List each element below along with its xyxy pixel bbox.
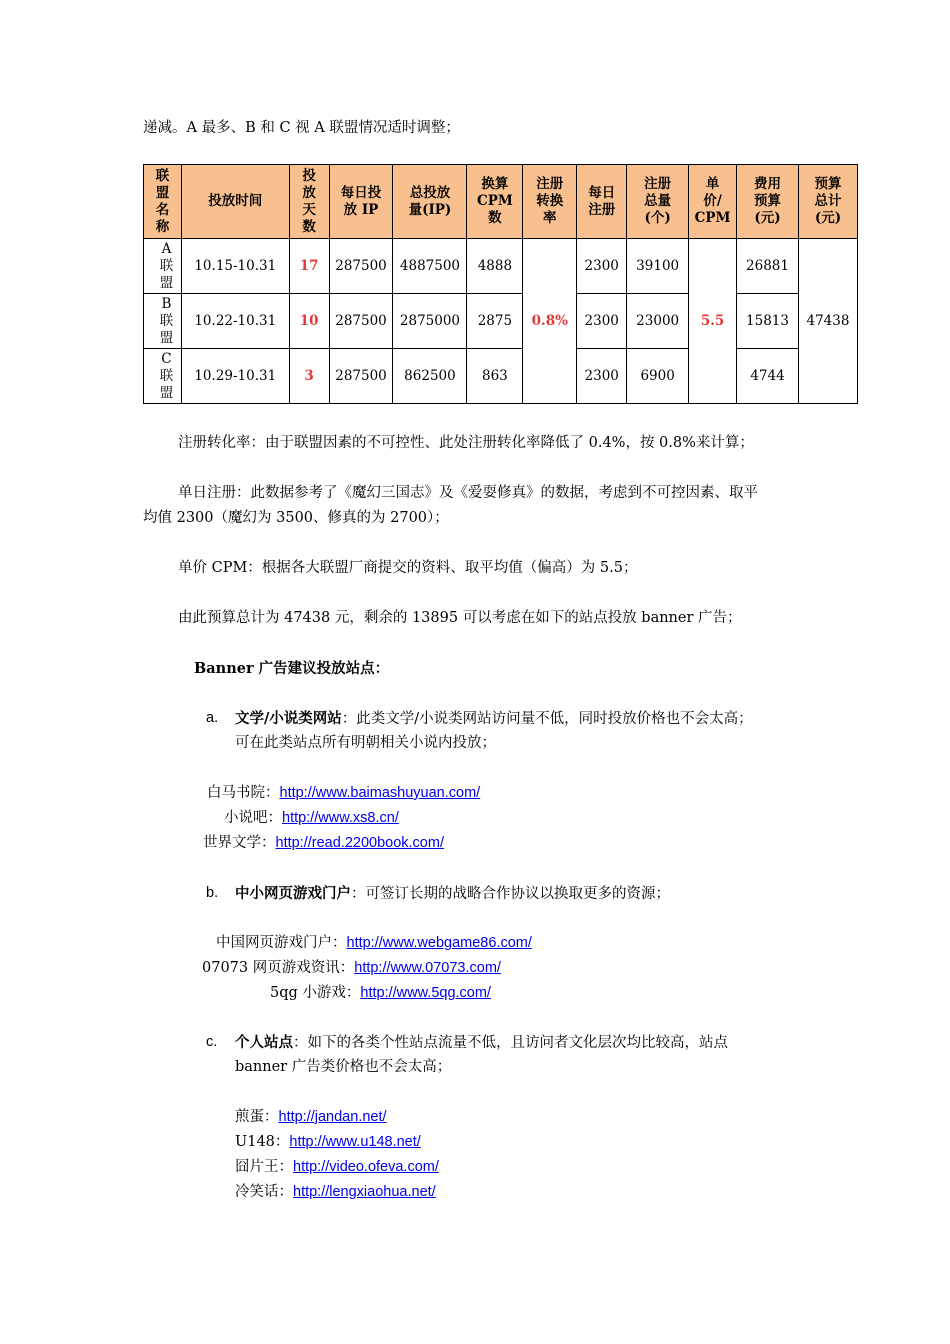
site-item bbox=[203, 831, 444, 856]
table-row bbox=[144, 349, 858, 404]
table-row bbox=[144, 239, 858, 294]
cell-cpm: 4888 bbox=[467, 239, 523, 294]
alliance-name-b: B 联 盟 bbox=[144, 294, 182, 349]
cell-total-ip: 862500 bbox=[393, 349, 467, 404]
table-row bbox=[144, 294, 858, 349]
header-days: 投 放 天 数 bbox=[289, 165, 329, 239]
intro-line: 递减。A 最多、B 和 C 视 A 联盟情况适时调整； bbox=[143, 120, 460, 136]
note-budget-total: 由此预算总计为 47438 元，剩余的 13895 可以考虑在如下的站点投放 banner 广告； bbox=[178, 610, 742, 626]
cell-days: 3 bbox=[289, 349, 329, 404]
site-link-2200book[interactable]: http://read.2200book.com/ bbox=[275, 835, 444, 851]
site-link-lengxiaohua[interactable]: http://lengxiaohua.net/ bbox=[293, 1184, 436, 1200]
cell-daily-reg: 2300 bbox=[577, 239, 627, 294]
cell-time: 10.15-10.31 bbox=[181, 239, 289, 294]
site-link-jandan[interactable]: http://jandan.net/ bbox=[278, 1109, 387, 1125]
cell-cpm: 2875 bbox=[467, 294, 523, 349]
section-b-title: 中小网页游戏门户 bbox=[235, 885, 351, 902]
header-total-ip: 总投放 量(IP) bbox=[393, 165, 467, 239]
section-a-desc-line2: 可在此类站点所有明朝相关小说内投放； bbox=[235, 735, 496, 751]
cell-budget-total: 47438 bbox=[798, 239, 857, 404]
site-label: 煎蛋： bbox=[235, 1109, 279, 1125]
header-conversion-rate: 注册 转换 率 bbox=[523, 165, 577, 239]
site-item bbox=[202, 956, 501, 981]
cell-total-reg: 23000 bbox=[627, 294, 689, 349]
section-b-desc-text: ：可签订长期的战略合作协议以换取更多的资源； bbox=[351, 886, 670, 902]
alliance-name-a: A 联 盟 bbox=[144, 239, 182, 294]
section-c-desc-line2: banner 广告类价格也不会太高； bbox=[235, 1059, 452, 1075]
cell-time: 10.29-10.31 bbox=[181, 349, 289, 404]
site-label: 白马书院： bbox=[207, 785, 280, 801]
cell-cost: 15813 bbox=[737, 294, 799, 349]
site-label: 小说吧： bbox=[224, 810, 282, 826]
header-unit-price: 单 价/ CPM bbox=[689, 165, 737, 239]
cell-time: 10.22-10.31 bbox=[181, 294, 289, 349]
site-link-ofeva[interactable]: http://video.ofeva.com/ bbox=[293, 1159, 439, 1175]
cell-total-reg: 6900 bbox=[627, 349, 689, 404]
site-link-xs8[interactable]: http://www.xs8.cn/ bbox=[282, 810, 399, 826]
section-b-marker: b. bbox=[206, 885, 219, 901]
header-daily-ip: 每日投 放 IP bbox=[329, 165, 393, 239]
cell-daily-reg: 2300 bbox=[577, 349, 627, 404]
cell-conversion-rate: 0.8% bbox=[523, 239, 577, 404]
cell-days: 10 bbox=[289, 294, 329, 349]
site-item bbox=[235, 1155, 439, 1180]
header-total-reg: 注册 总量 (个) bbox=[627, 165, 689, 239]
cell-daily-ip: 287500 bbox=[329, 294, 393, 349]
cell-daily-reg: 2300 bbox=[577, 294, 627, 349]
header-cpm: 换算 CPM 数 bbox=[467, 165, 523, 239]
cell-cost: 4744 bbox=[737, 349, 799, 404]
cell-cost: 26881 bbox=[737, 239, 799, 294]
note-daily-reg: 单日注册：此数据参考了《魔幻三国志》及《爱耍修真》的数据，考虑到不可控因素、取平 bbox=[178, 485, 758, 501]
cell-daily-ip: 287500 bbox=[329, 349, 393, 404]
section-a-desc bbox=[235, 706, 753, 732]
site-link-5qg[interactable]: http://www.5qg.com/ bbox=[360, 985, 491, 1001]
note-conversion-rate: 注册转化率：由于联盟因素的不可控性、此处注册转化率降低了 0.4%，按 0.8%来计算； bbox=[178, 435, 754, 451]
section-c-desc bbox=[235, 1030, 728, 1056]
site-item bbox=[235, 1180, 436, 1205]
site-link-webgame86[interactable]: http://www.webgame86.com/ bbox=[346, 935, 532, 951]
cell-cpm: 863 bbox=[467, 349, 523, 404]
site-label: 5qg 小游戏： bbox=[270, 985, 361, 1001]
table-header-row bbox=[144, 165, 858, 239]
site-link-u148[interactable]: http://www.u148.net/ bbox=[289, 1134, 421, 1150]
site-item bbox=[235, 1105, 387, 1130]
header-cost: 费用 预算 (元) bbox=[737, 165, 799, 239]
site-item bbox=[216, 931, 532, 956]
cell-total-ip: 4887500 bbox=[393, 239, 467, 294]
header-time: 投放时间 bbox=[181, 165, 289, 239]
section-c-marker: c. bbox=[206, 1034, 218, 1050]
site-label: 世界文学： bbox=[203, 835, 276, 851]
site-link-07073[interactable]: http://www.07073.com/ bbox=[354, 960, 501, 976]
cell-total-ip: 2875000 bbox=[393, 294, 467, 349]
alliance-name-c: C 联 盟 bbox=[144, 349, 182, 404]
section-c-title: 个人站点 bbox=[235, 1034, 293, 1051]
cell-days: 17 bbox=[289, 239, 329, 294]
site-label: U148： bbox=[235, 1134, 290, 1150]
site-label: 冷笑话： bbox=[235, 1184, 293, 1200]
section-b-desc bbox=[235, 881, 670, 907]
header-daily-reg: 每日 注册 bbox=[577, 165, 627, 239]
section-a-marker: a. bbox=[206, 710, 219, 726]
section-a-title: 文学/小说类网站 bbox=[235, 710, 342, 727]
site-label: 中国网页游戏门户： bbox=[216, 935, 347, 951]
site-link-baimashuyuan[interactable]: http://www.baimashuyuan.com/ bbox=[279, 785, 481, 801]
site-item bbox=[207, 781, 480, 806]
site-item bbox=[224, 806, 399, 831]
site-label: 囧片王： bbox=[235, 1159, 293, 1175]
banner-heading: Banner 广告建议投放站点： bbox=[194, 660, 390, 677]
cell-daily-ip: 287500 bbox=[329, 239, 393, 294]
site-item bbox=[235, 1130, 421, 1155]
cell-unit-price: 5.5 bbox=[689, 239, 737, 404]
cell-total-reg: 39100 bbox=[627, 239, 689, 294]
note-daily-reg-cont: 均值 2300（魔幻为 3500、修真的为 2700）； bbox=[143, 510, 449, 526]
header-budget-total: 预算 总计 (元) bbox=[798, 165, 857, 239]
section-c-desc-text: ：如下的各类个性站点流量不低，且访问者文化层次均比较高，站点 bbox=[293, 1035, 728, 1051]
site-label: 07073 网页游戏资讯： bbox=[202, 960, 355, 976]
site-item bbox=[270, 981, 491, 1006]
note-unit-price: 单价 CPM：根据各大联盟厂商提交的资料、取平均值（偏高）为 5.5； bbox=[178, 560, 638, 576]
header-alliance-name: 联 盟 名 称 bbox=[144, 165, 182, 239]
budget-table bbox=[143, 164, 858, 404]
section-a-desc-text: ：此类文学/小说类网站访问量不低，同时投放价格也不会太高； bbox=[341, 711, 753, 727]
